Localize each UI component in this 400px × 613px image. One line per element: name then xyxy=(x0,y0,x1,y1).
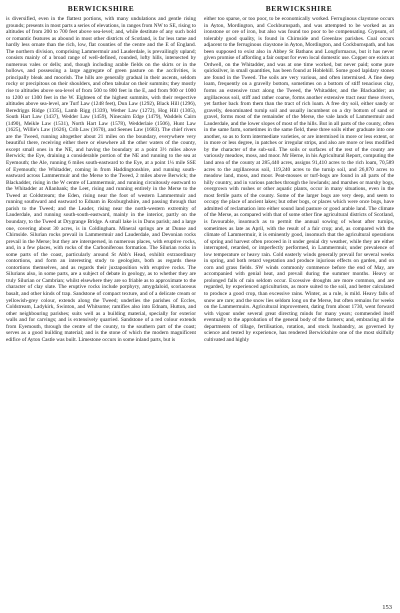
right-running-header: BERWICKSHIRE xyxy=(265,4,333,13)
right-column xyxy=(204,4,394,600)
left-column xyxy=(6,4,196,600)
left-running-header: BERWICKSHIRE xyxy=(67,4,135,13)
page-number: 153 xyxy=(382,604,392,611)
right-body-text: either too sparse, or too poor, to be economically worked. Ferruginous claystone occurs in Ayton, Mordington, and Cockburnspath, and was attempted to be worked as an ironstone or ore of iron, but also was found too poor to be compensating. Gypsum, of tolerably good quality, is found in Chirnside and Greenlaw parishes. Coal occurs adjacent to the ferruginous claystone in Ayton, Mordington, and Cockburnspath, and has been supposed to exist also in Abbey St Bathans and Longformacus, but it has never given promise of affording a fair output for even local domestic use. Copper ore exists at Ordwell, on the Whitadder, and was at one time worked, but never paid; some pure quicksilver, in small quantities, has been found at Hoblehill. Some good lapidary stones are found in the Tweed. The soils are very various, and often intermixed. A fine deep loam, frequently on a gravelly bottom, sometimes on a bottom of stiff tenacious clay, forms an extensive tract along the Tweed, the Whitadder, and the Blackadder; an argillaceous soil, stiff and rather coarse, forms another extensive tract near these rivers, yet farther back from them than the tract of rich loam. A free dry soil, either sandy or gravelly, denominated turnip soil and usually incumbent on a dry bottom of sand or gravel, forms most of the remainder of the Merse, the vale lands of Lammermuir and Lauderdale, and the lower slopes of most of the hills. But in all parts of the county, often in the same farm, sometimes in the same field, these three soils either graduate into one another, so as to form intermediate varieties, or are intermixed in more or less extent, or in more or less degree, in patches or irregular strips, and also are more or less modified by the character of the sub-soil. The soils or surfaces of the rest of the county are variously meadow, moss, and moor. Mr Herne, in his Agricultural Report, computing the land area of the county at 285,440 acres, assigns 91,410 acres to the rich loam, 70,589 acres to the argillaceous soil, 119,240 acres to the turnip soil, and 26,870 acres to meadow land, moss, and moor. Peat-mosses or turf-bogs are found in all parts of the hilly country, and in various patches through the lowlands; and marshes or marshy bogs, overgrown with rushes or other aquatic plants, occur in many situations, even in the most fertile parts of the county. Some of the larger bogs are very deep, and seem to occupy the place of ancient lakes; but other bogs, or places which were once bogs, have admitted of reclamation into either sound land pasture or good arable land. The climate of the Merse, as compared with that of some other fine agricultural districts of Scotland, is favourable, insomuch as to permit the annual sowing of wheat after turnips, sometimes as late as April, with the result of a fair crop; and, as compared with the climate of Lammermuir, it is eminently good, insomuch that the agricultural operations of spring and harvest often proceed in it under genial dry weather, while they are either interrupted, retarded, or imperfectly performed, in Lammermuir, under prevalence of low temperature or heavy rain. Cold easterly winds generally prevail for several weeks in spring, and both retard vegetation and produce injurious effects on garden, and on corn and grass fields. SW winds commonly commence before the end of May, are accompanied with genial heat, and prevail during the summer months. Heavy or prolonged falls of rain seldom occur. Excessive droughts are more common, and are regarded, by experienced agriculturists, as more suited to the soil, and better calculated to produce a good crop, than excessive rains. Winter, as a rule, is mild. Heavy falls of snow are rare; and the snow lies seldom long on the Merse, but often remains for weeks on the Lammermuirs. Agricultural improvement, dating from about 1730, went forward with vigour under several great directing minds for many years; commended itself eventually to the approbation of the general body of the farmers; and, embracing all the departments of tillage, fertilisation, rotation, and stock husbandry, as governed by science and tested by experience, has rendered Berwickshire one of the most skilfully cultivated and highly xyxy=(204,16,394,343)
left-body-text: is diversified, even in the flattest portions, with many undulations and gentle rising grounds; presents in most parts a series of elevations, in ranges from NW to SE, rising to altitudes of from 200 to 700 feet above sea-level; and, while destitute of any such bold or romantic features as abound in most other districts of Scotland, is far less tame and hardly less ornate than the rich, low, flat counties of the centre and the E of England. The northern division, comprising Lammermuir and Lauderdale, is prevailingly upland; consists mainly of a broad range of well-defined, rounded, lofty hills, intersected by numerous vales or dells; and, though including arable fields on the skirts or in the hollows, and possessing a large aggregate of green pasture on the acclivities, is principally bleak and moorish. The hills are generally gradual in their ascents, seldom rocky or precipitous on their shoulders, and often tabular on their summits; they mostly rise to altitudes above sea-level of from 500 to 800 feet in the E, and from 900 or 1000 to 1200 or 1300 feet in the W. Eighteen of the highest summits, with their respective altitudes above sea-level, are Turf Law (1248 feet), Dun Law (1292), Black Hill (1296), Beredriggs Ridge (1335), Lamb Rigg (1339), Wether Law (1272), Hog Hill (1305), South Hart Law (1437), Wedder Law (1459), Ninecairn Edge (1479), Waddels Cairn (1490), Meikle Law (1531), North Hart Law (1578), Wedderlaie (1506), Hunt Law (1625), Willie's Law (1626), Crib Law (1670), and Seenes Law (1683). The chief rivers are the Tweed, running altogether about 21 miles on the boundary, everywhere very beautiful there, receiving either there or elsewhere all the other waters of the county, except small ones in the NE, and having the boundary at a point 3½ miles above Berwick; the Eye, draining a considerable portion of the NE and running to the sea at Eyemouth; the Ale, running 6 miles south-eastward to the Eye, at a point 1¼ mile SSE of Eyemouth; the Whitadder, coming in from Haddingtonshire, and running south-eastward across Lammermuir and the Merse to the Tweed, 2 miles above Berwick; the Blackadder, rising in the W centre of Lammermuir, and running circuitously eastward to the Whitadder at Allanbank; the Leet, rising and running entirely in the Merse to the Tweed at Coldstream; the Eden, rising near the foot of western Lammermuir and running southward and eastward to Ednam in Roxburghshire, and passing through that parish to the Tweed; and the Leader, rising near the north-western extremity of Lauderdale, and running south-south-eastward, mainly in the interior, partly on the boundary, to the Tweed at Drygrange Bridge. A small lake is in Duns parish; and a large one, covering about 30 acres, is in Coldingham. Mineral springs are at Dunse and Chirnside. Silurian rocks prevail in Lammermuir and Lauderdale, and Devonian rocks prevail in the Merse; but they are interspersed, in numerous places, with eruptive rocks, and, in a few places, with rocks of the Carboniferous formation. The Silurian rocks in some parts of the coast, particularly around St Abb's Head, exhibit extraordinary contortions, and form an interesting study to geologists, both as regards these contortions themselves, and as regards their juxtaposition with eruptive rocks. The Silurians also, in some parts, are a subject of debate in geology, as to whether they are truly Silurian or Cambrian; whilst elsewhere they are so friable as to approximate to the character of clay slate. The eruptive rocks include porphyry, amygdaloid, scoriaceous basalt, and other kinds of trap. Sandstone of compact texture, and of a delicate cream or yellowish-grey colour, extends along the Tweed; underlies the parishes of Eccles, Coldstream, Ladykirk, Swinton, and Whitsome; ramifies also into Ednam, Hutton, and other neighbouring parishes; suits well as a building material, specially for exterior walls and for carvings; and is extensively quarried. Sandstone of a red colour extends from Eyemouth, through the centre of the county, to the southern part of the coast; serves as a good building material; and is the stone of which the modern magnificent edifice of Ayton Castle was built. Limestone occurs in some inland parts, but is xyxy=(6,16,196,343)
